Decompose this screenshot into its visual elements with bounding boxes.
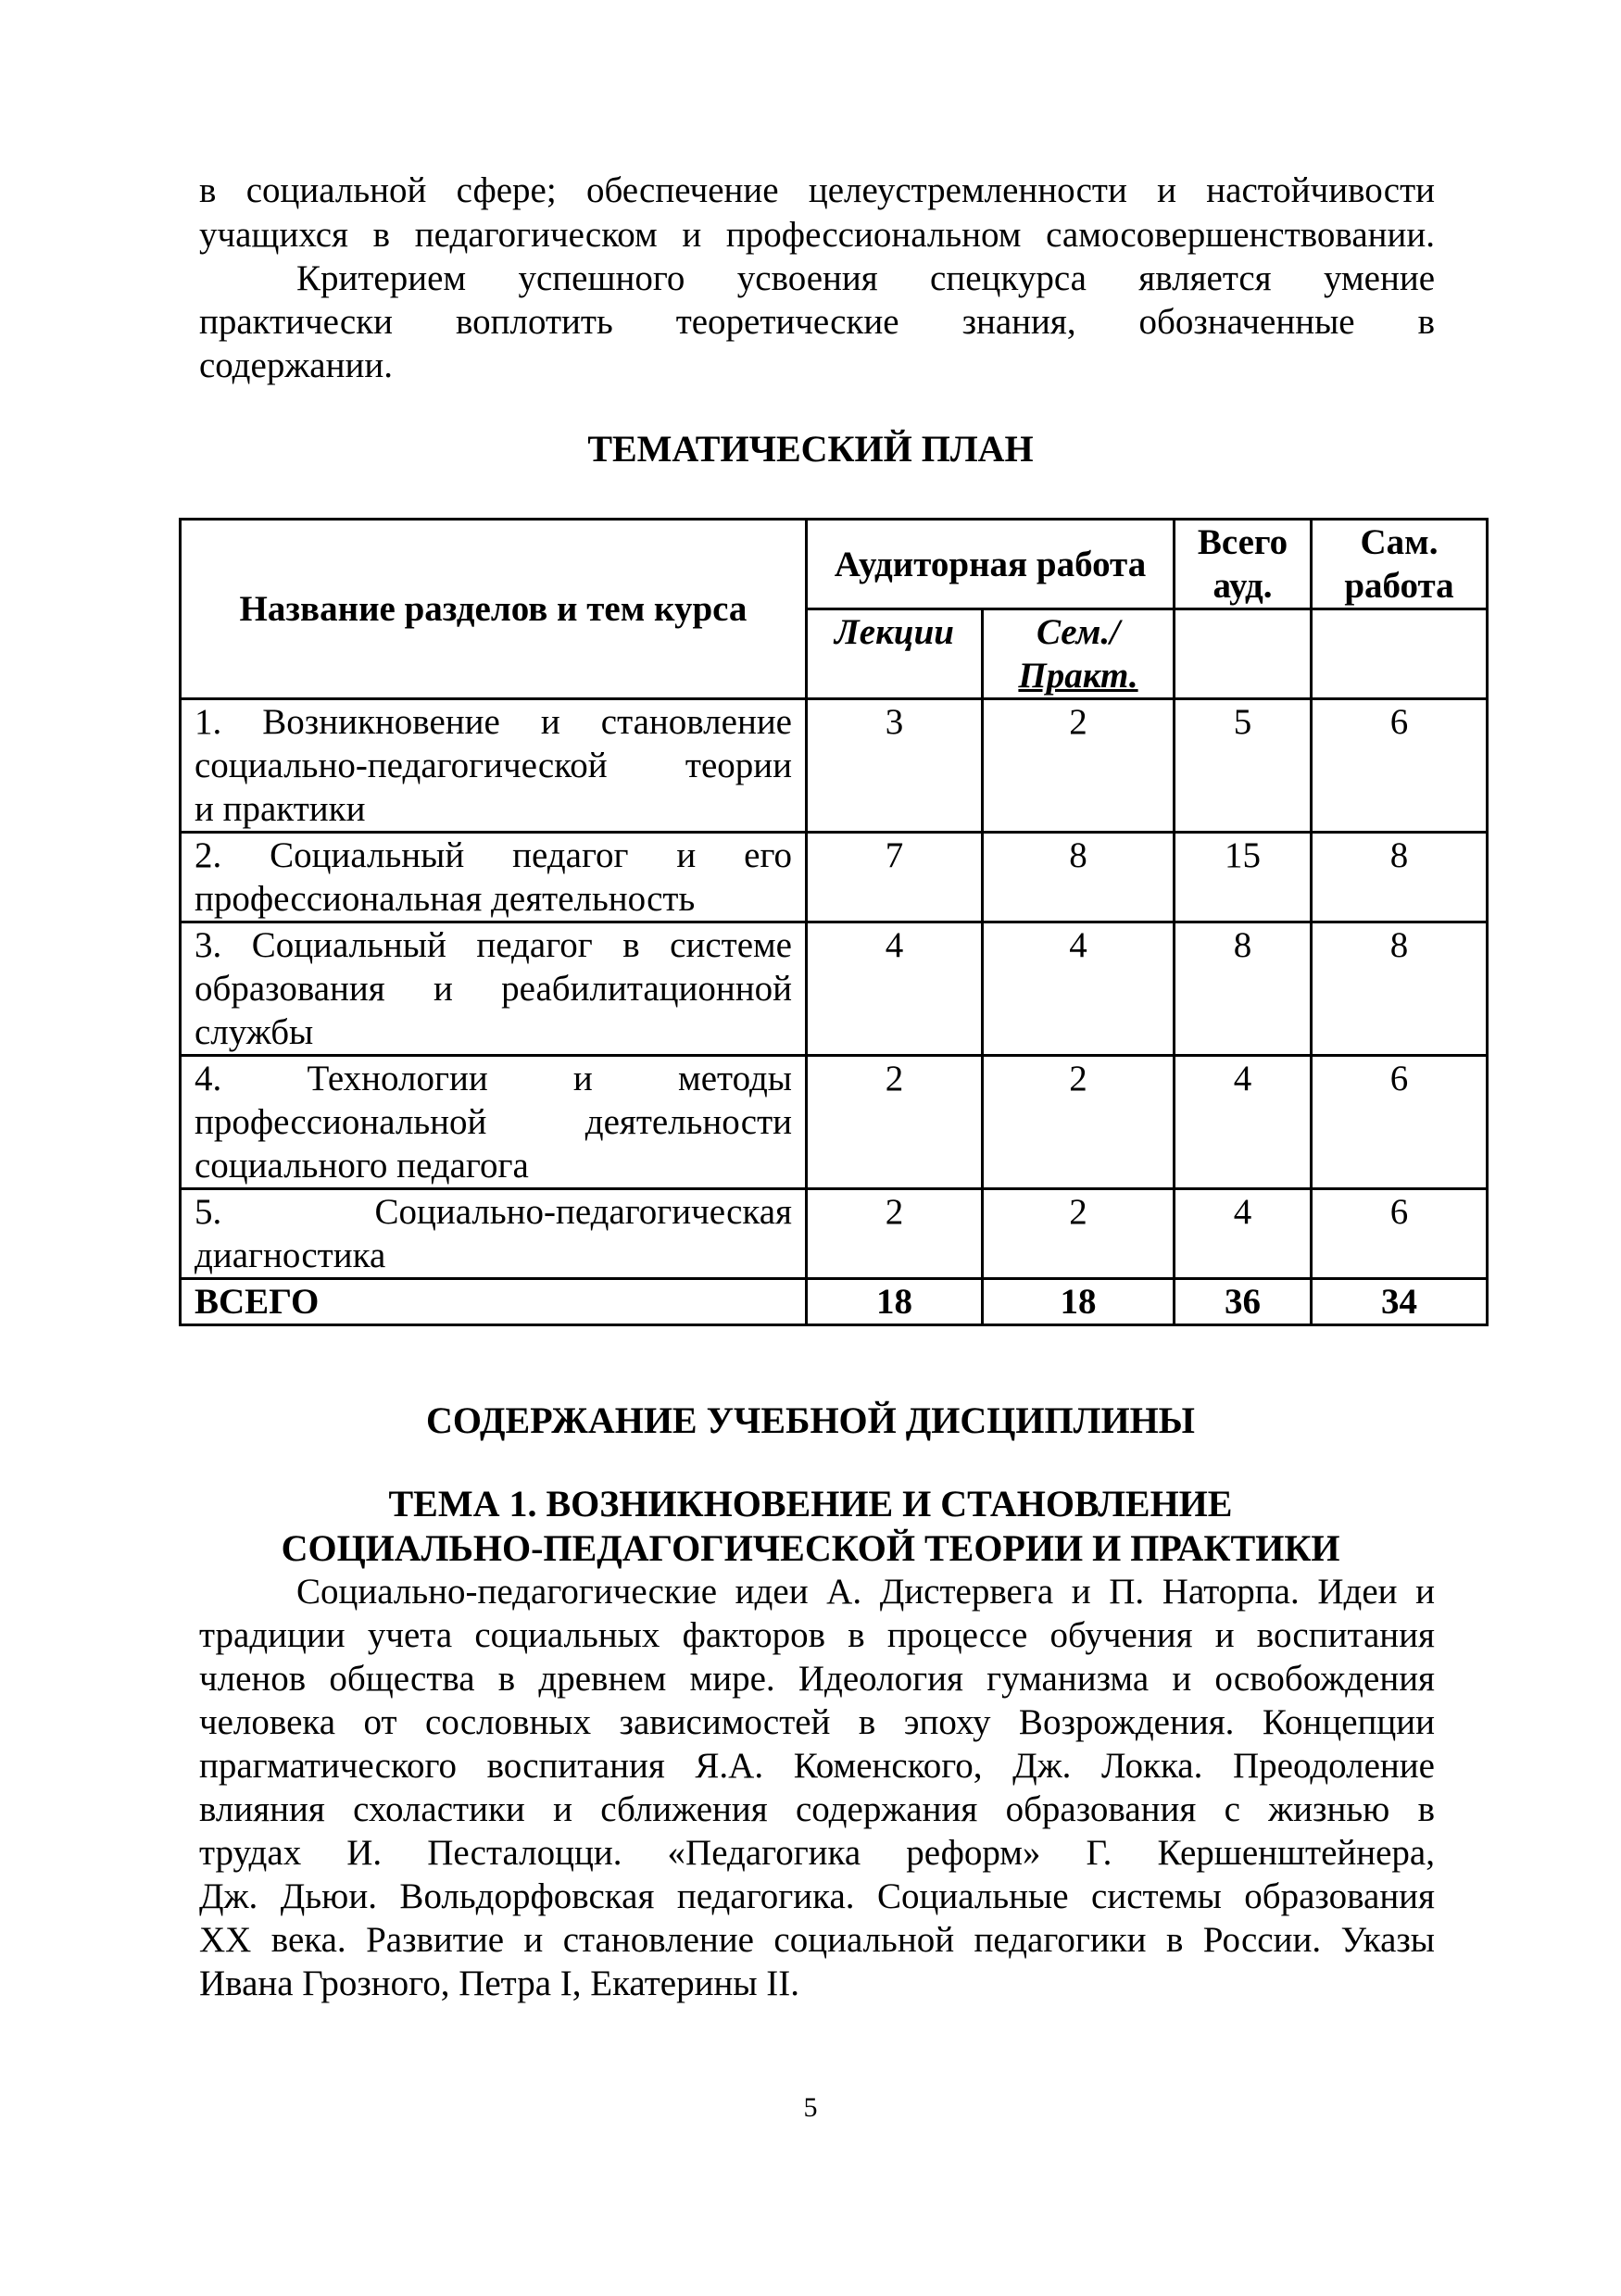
header-classroom-work: Аудиторная работа	[807, 520, 1175, 609]
lectures-cell: 3	[807, 699, 983, 833]
topic-line: 5. Социально-педагогическая	[195, 1192, 792, 1232]
table-total-row	[181, 1279, 1488, 1325]
header-self-work	[1312, 520, 1488, 609]
total-aud-cell: 15	[1175, 833, 1312, 922]
lectures-cell: 2	[807, 1056, 983, 1189]
topic-cell	[181, 1056, 807, 1189]
subheader-seminars-line1: Сем./	[1037, 612, 1120, 652]
topic1-line: XX века. Развитие и становление социальной педагогики в России. Указы	[199, 1920, 1435, 1960]
topic-line: 3. Социальный педагог в системе	[195, 925, 792, 965]
topic-line: 2. Социальный педагог и его	[195, 835, 792, 875]
self-work-cell: 8	[1312, 833, 1488, 922]
intro-line: в социальной сфере; обеспечение целеустремленности и настойчивости	[199, 170, 1435, 210]
seminars-cell: 2	[983, 1056, 1175, 1189]
seminars-cell: 2	[983, 699, 1175, 833]
header-self-line2: работа	[1344, 566, 1454, 606]
lectures-cell: 7	[807, 833, 983, 922]
total-self-work: 34	[1312, 1279, 1488, 1325]
topic-line: социального педагога	[195, 1146, 529, 1186]
content-title: СОДЕРЖАНИЕ УЧЕБНОЙ ДИСЦИПЛИНЫ	[426, 1399, 1195, 1441]
intro-line: практически воплотить теоретические знания, обозначенные в	[199, 302, 1435, 342]
topic-cell	[181, 1189, 807, 1279]
subheader-lectures: Лекции	[807, 609, 983, 699]
topic-line: 1. Возникновение и становление	[195, 702, 792, 742]
header-total-classroom	[1175, 520, 1312, 609]
topic1-line: Социально-педагогические идеи А. Дистервега и П. Наторпа. Идеи и	[296, 1572, 1435, 1612]
header-self-line1: Сам.	[1360, 522, 1439, 562]
self-work-cell: 6	[1312, 1056, 1488, 1189]
header-total-line2: ауд.	[1213, 566, 1273, 606]
topic-cell	[181, 922, 807, 1056]
plan-title: ТЕМАТИЧЕСКИЙ ПЛАН	[587, 428, 1034, 470]
subheader-seminars	[983, 609, 1175, 699]
lectures-cell: 4	[807, 922, 983, 1056]
topic1-line: Ивана Грозного, Петра I, Екатерины II.	[199, 1964, 799, 2003]
table-row	[181, 1056, 1488, 1189]
topic1-title-line2: СОЦИАЛЬНО-ПЕДАГОГИЧЕСКОЙ ТЕОРИИ И ПРАКТИКИ	[281, 1527, 1340, 1569]
topic-line: профессиональная деятельность	[195, 879, 696, 919]
table-row	[181, 699, 1488, 833]
seminars-cell: 2	[983, 1189, 1175, 1279]
seminars-cell: 8	[983, 833, 1175, 922]
topic1-line: влияния схоластики и сближения содержания образования с жизнью в	[199, 1789, 1435, 1829]
header-course-topics: Название разделов и тем курса	[181, 520, 807, 699]
empty-cell	[1312, 609, 1488, 699]
seminars-cell: 4	[983, 922, 1175, 1056]
lectures-cell: 2	[807, 1189, 983, 1279]
table-header-row	[181, 520, 1488, 609]
total-aud-cell: 8	[1175, 922, 1312, 1056]
topic-line: 4. Технологии и методы	[195, 1059, 792, 1098]
self-work-cell: 8	[1312, 922, 1488, 1056]
table-row	[181, 833, 1488, 922]
topic-cell	[181, 699, 807, 833]
topic1-line: традиции учета социальных факторов в процессе обучения и воспитания	[199, 1615, 1435, 1655]
total-seminars: 18	[983, 1279, 1175, 1325]
self-work-cell: 6	[1312, 1189, 1488, 1279]
table-row	[181, 1189, 1488, 1279]
topic1-line: прагматического воспитания Я.А. Коменского, Дж. Локка. Преодоление	[199, 1746, 1435, 1786]
topic1-title-line1: ТЕМА 1. ВОЗНИКНОВЕНИЕ И СТАНОВЛЕНИЕ	[388, 1483, 1233, 1524]
topic-cell	[181, 833, 807, 922]
header-total-line1: Всего	[1197, 522, 1288, 562]
empty-cell	[1175, 609, 1312, 699]
topic-line: диагностика	[195, 1236, 386, 1275]
thematic-plan-table	[179, 518, 1489, 1326]
intro-line: содержании.	[199, 345, 393, 385]
intro-line: учащихся в педагогическом и профессиональном самосовершенствовании.	[199, 215, 1435, 255]
topic-line: и практики	[195, 789, 366, 829]
topic-line: службы	[195, 1012, 314, 1052]
total-aud-cell: 4	[1175, 1056, 1312, 1189]
topic-line: социально-педагогической теории	[195, 746, 792, 785]
total-label: ВСЕГО	[181, 1279, 807, 1325]
total-total-aud: 36	[1175, 1279, 1312, 1325]
total-aud-cell: 4	[1175, 1189, 1312, 1279]
total-aud-cell: 5	[1175, 699, 1312, 833]
intro-line: Критерием успешного усвоения спецкурса является умение	[296, 258, 1435, 298]
topic1-line: членов общества в древнем мире. Идеология гуманизма и освобождения	[199, 1659, 1435, 1699]
topic1-line: человека от сословных зависимостей в эпоху Возрождения. Концепции	[199, 1702, 1435, 1742]
topic-line: профессиональной деятельности	[195, 1102, 792, 1142]
subheader-seminars-line2: Практ.	[1018, 656, 1138, 696]
table-row	[181, 922, 1488, 1056]
self-work-cell: 6	[1312, 699, 1488, 833]
topic-line: образования и реабилитационной	[195, 969, 792, 1009]
topic1-line: трудах И. Песталоцци. «Педагогика реформ» Г. Кершенштейнера,	[199, 1833, 1435, 1873]
total-lectures: 18	[807, 1279, 983, 1325]
topic1-line: Дж. Дьюи. Вольдорфовская педагогика. Социальные системы образования	[199, 1876, 1435, 1916]
page-number: 5	[803, 2092, 818, 2123]
